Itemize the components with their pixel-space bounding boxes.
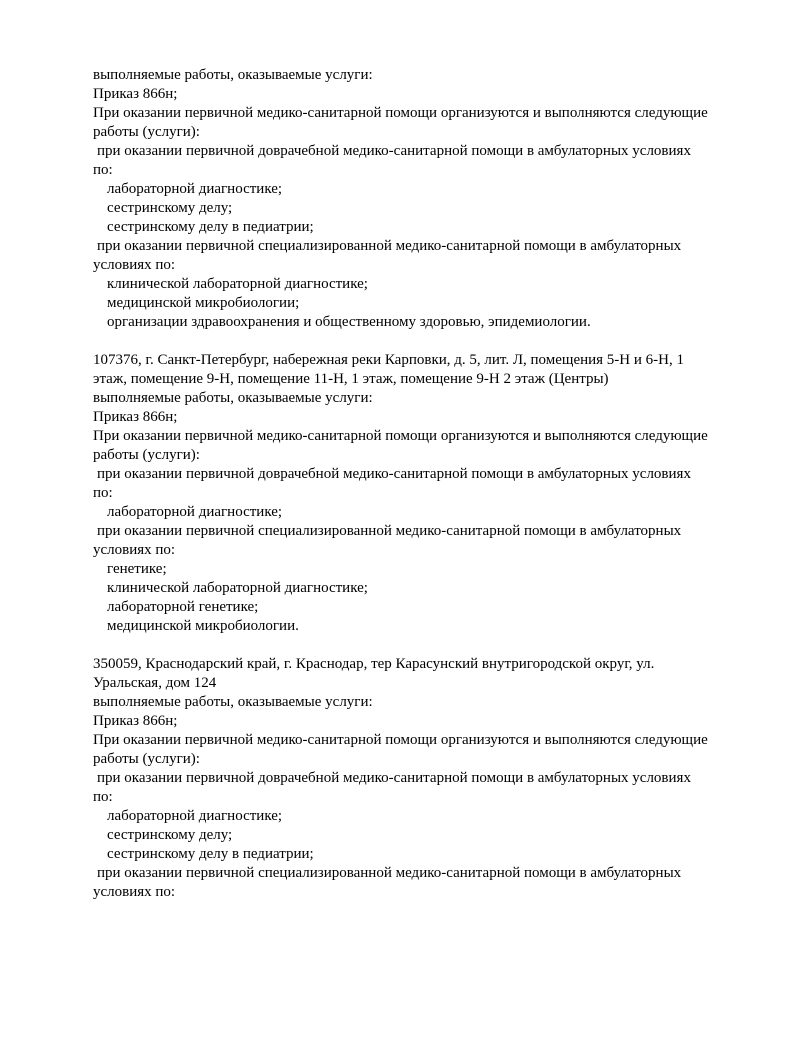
doc-line: выполняемые работы, оказываемые услуги: bbox=[93, 694, 373, 710]
doc-line: по: bbox=[93, 485, 113, 501]
services-block-1 bbox=[93, 66, 753, 332]
doc-line: этаж, помещение 9-Н, помещение 11-Н, 1 этаж, помещение 9-Н 2 этаж (Центры) bbox=[93, 371, 609, 387]
doc-line: выполняемые работы, оказываемые услуги: bbox=[93, 390, 373, 406]
doc-line: лабораторной диагностике; bbox=[107, 504, 283, 520]
doc-line: по: bbox=[93, 789, 113, 805]
doc-line: при оказании первичной доврачебной медико-санитарной помощи в амбулаторных условиях bbox=[97, 770, 691, 786]
doc-line: при оказании первичной специализированной медико-санитарной помощи в амбулаторных bbox=[97, 865, 682, 881]
address-block-krasnodar bbox=[93, 655, 753, 902]
doc-line: по: bbox=[93, 162, 113, 178]
doc-line: при оказании первичной специализированной медико-санитарной помощи в амбулаторных bbox=[97, 523, 682, 539]
doc-line: организации здравоохранения и общественному здоровью, эпидемиологии. bbox=[107, 314, 591, 330]
doc-line: 350059, Краснодарский край, г. Краснодар, тер Карасунский внутригородской округ, ул. bbox=[93, 656, 655, 672]
doc-line: При оказании первичной медико-санитарной помощи организуются и выполняются следующие bbox=[93, 428, 708, 444]
doc-line: при оказании первичной доврачебной медико-санитарной помощи в амбулаторных условиях bbox=[97, 466, 691, 482]
doc-line: выполняемые работы, оказываемые услуги: bbox=[93, 67, 373, 83]
doc-line: лабораторной диагностике; bbox=[107, 181, 283, 197]
doc-line: 107376, г. Санкт-Петербург, набережная реки Карповки, д. 5, лит. Л, помещения 5-Н и 6-Н, 1 bbox=[93, 352, 684, 368]
doc-line: При оказании первичной медико-санитарной помощи организуются и выполняются следующие bbox=[93, 105, 708, 121]
doc-line: работы (услуги): bbox=[93, 751, 200, 767]
doc-line: генетике; bbox=[107, 561, 167, 577]
doc-line: при оказании первичной специализированной медико-санитарной помощи в амбулаторных bbox=[97, 238, 682, 254]
doc-line: При оказании первичной медико-санитарной помощи организуются и выполняются следующие bbox=[93, 732, 708, 748]
doc-line: сестринскому делу в педиатрии; bbox=[107, 219, 314, 235]
doc-line: медицинской микробиологии; bbox=[107, 295, 300, 311]
doc-line: Уральская, дом 124 bbox=[93, 675, 217, 691]
doc-line: условиях по: bbox=[93, 884, 176, 900]
license-services-text bbox=[93, 66, 753, 902]
doc-line: Приказ 866н; bbox=[93, 713, 178, 729]
doc-line: при оказании первичной доврачебной медико-санитарной помощи в амбулаторных условиях bbox=[97, 143, 691, 159]
doc-line: сестринскому делу; bbox=[107, 827, 233, 843]
doc-line: клинической лабораторной диагностике; bbox=[107, 580, 368, 596]
doc-line: клинической лабораторной диагностике; bbox=[107, 276, 368, 292]
doc-line: условиях по: bbox=[93, 542, 176, 558]
doc-line: лабораторной диагностике; bbox=[107, 808, 283, 824]
doc-line: Приказ 866н; bbox=[93, 86, 178, 102]
doc-line: работы (услуги): bbox=[93, 124, 200, 140]
doc-line: медицинской микробиологии. bbox=[107, 618, 299, 634]
doc-line: Приказ 866н; bbox=[93, 409, 178, 425]
doc-line: сестринскому делу в педиатрии; bbox=[107, 846, 314, 862]
doc-line: условиях по: bbox=[93, 257, 176, 273]
doc-line: сестринскому делу; bbox=[107, 200, 233, 216]
doc-line: лабораторной генетике; bbox=[107, 599, 259, 615]
doc-line: работы (услуги): bbox=[93, 447, 200, 463]
address-block-saint-petersburg bbox=[93, 351, 753, 636]
